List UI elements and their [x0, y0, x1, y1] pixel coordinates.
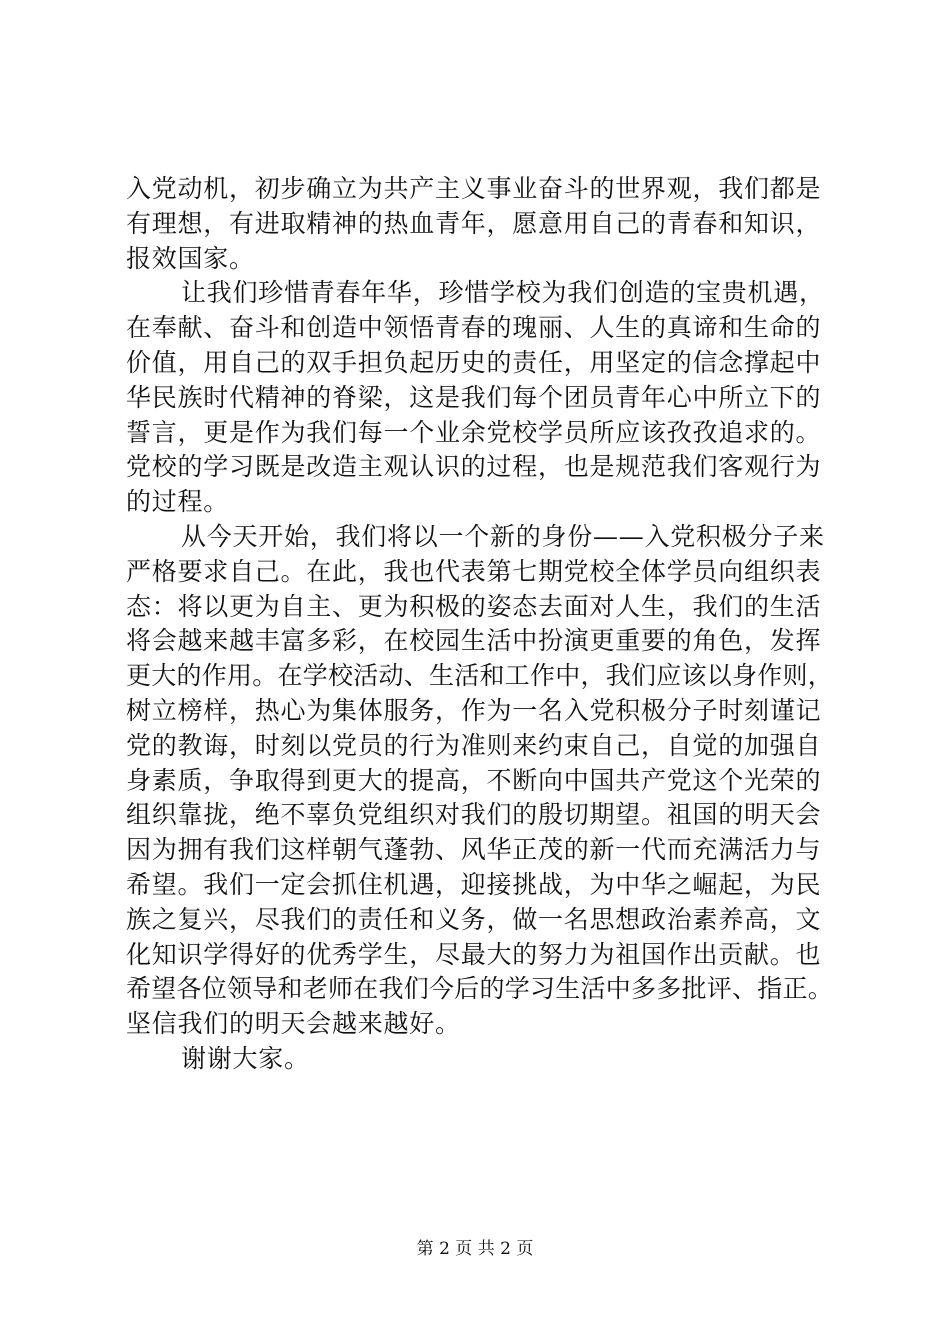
text-line: 更大的作用。在学校活动、生活和工作中，我们应该以身作则，: [126, 661, 834, 691]
page-footer: 第 2 页 共 2 页: [416, 1239, 534, 1259]
text-line: 组织靠拢，绝不辜负党组织对我们的殷切期望。祖国的明天会: [126, 800, 822, 830]
text-line: 有理想，有进取精神的热血青年，愿意用自己的青春和知识，: [126, 208, 822, 238]
text-line: 坚信我们的明天会越来越好。: [126, 1009, 461, 1039]
text-line: 入党动机，初步确立为共产主义事业奋斗的世界观，我们都是: [126, 174, 822, 203]
text-line: 让我们珍惜青春年华，珍惜学校为我们创造的宝贵机遇，: [181, 278, 825, 308]
text-line: 的过程。: [126, 487, 230, 517]
text-line: 价值，用自己的双手担负起历史的责任，用坚定的信念撑起中: [126, 347, 822, 377]
text-line: 因为拥有我们这样朝气蓬勃、风华正茂的新一代而充满活力与: [126, 835, 822, 865]
text-line: 在奉献、奋斗和创造中领悟青春的瑰丽、人生的真谛和生命的: [126, 313, 822, 343]
text-line: 将会越来越丰富多彩，在校园生活中扮演更重要的角色，发挥: [126, 626, 822, 656]
text-line: 态：将以更为自主、更为积极的姿态去面对人生，我们的生活: [126, 591, 822, 621]
text-line: 誓言，更是作为我们每一个业余党校学员所应该孜孜追求的。: [126, 417, 822, 447]
text-line: 希望各位领导和老师在我们今后的学习生活中多多批评、指正。: [126, 974, 834, 1004]
text-line: 党校的学习既是改造主观认识的过程，也是规范我们客观行为: [126, 452, 822, 482]
text-line: 报效国家。: [126, 243, 255, 273]
text-line: 树立榜样，热心为集体服务，作为一名入党积极分子时刻谨记: [126, 695, 822, 725]
text-line: 身素质，争取得到更大的提高，不断向中国共产党这个光荣的: [126, 765, 822, 795]
body-text: [126, 172, 834, 1077]
text-line: 党的教诲，时刻以党员的行为准则来约束自己，自觉的加强自: [126, 730, 822, 760]
text-line: 从今天开始，我们将以一个新的身份——入党积极分子来: [181, 521, 825, 551]
text-line: 严格要求自己。在此，我也代表第七期党校全体学员向组织表: [126, 556, 822, 586]
text-line: 族之复兴，尽我们的责任和义务，做一名思想政治素养高，文: [126, 904, 822, 934]
text-line: 华民族时代精神的脊梁，这是我们每个团员青年心中所立下的: [126, 382, 822, 412]
text-line: 化知识学得好的优秀学生，尽最大的努力为祖国作出贡献。也: [126, 939, 822, 969]
text-line: 希望。我们一定会抓住机遇，迎接挑战，为中华之崛起，为民: [126, 869, 822, 899]
text-line: 谢谢大家。: [181, 1043, 310, 1073]
